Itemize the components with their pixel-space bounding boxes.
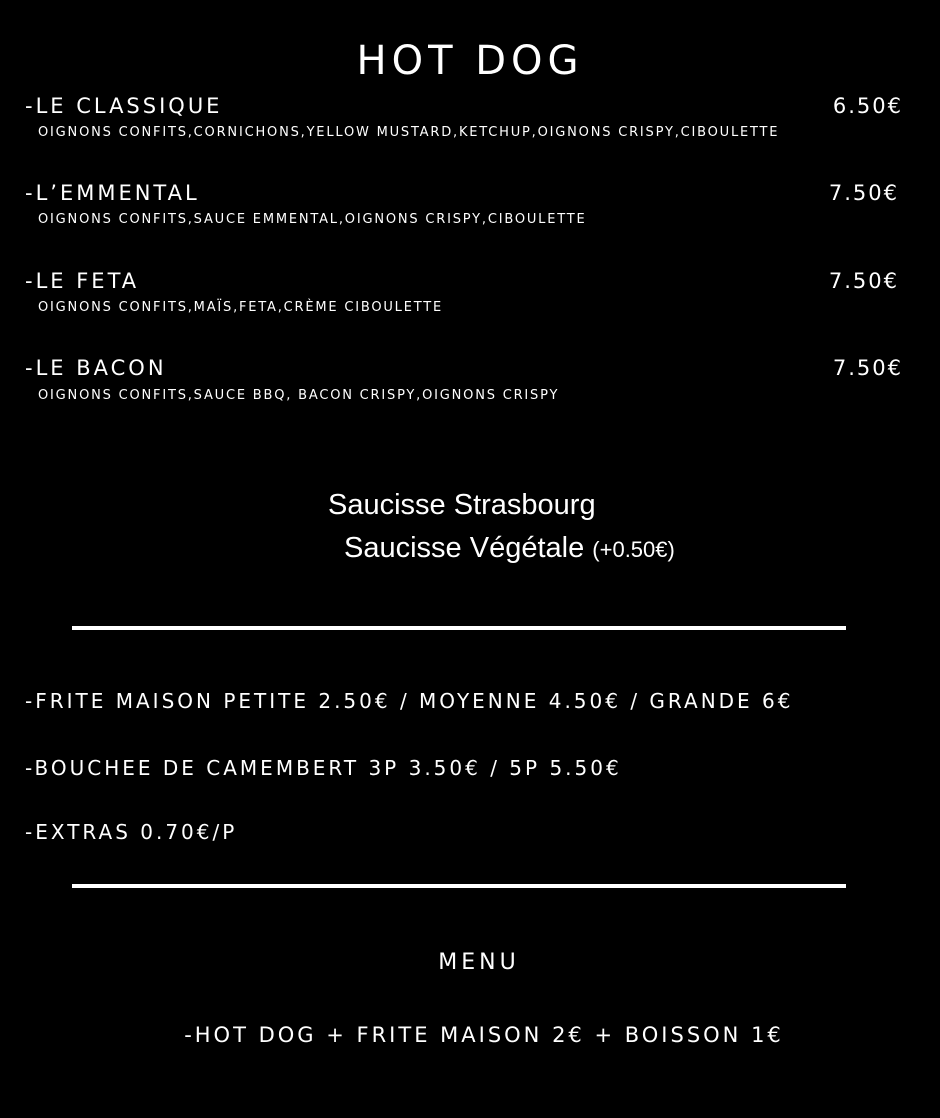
divider (72, 626, 846, 630)
divider (72, 884, 846, 888)
item-description: OIGNONS CONFITS,SAUCE BBQ, BACON CRISPY,OIGNONS CRISPY (38, 388, 560, 403)
item-price: 7.50€ (832, 356, 903, 380)
menu-combo: -HOT DOG + FRITE MAISON 2€ + BOISSON 1€ (184, 1023, 784, 1047)
item-description: OIGNONS CONFITS,CORNICHONS,YELLOW MUSTARD,KETCHUP,OIGNONS CRISPY,CIBOULETTE (38, 125, 780, 140)
sausage-option-strasbourg: Saucisse Strasbourg (328, 489, 596, 521)
sausage-vegetale-label: Saucisse Végétale (344, 532, 585, 564)
item-name: -LE CLASSIQUE (25, 94, 223, 118)
item-name: -L’EMMENTAL (25, 181, 200, 205)
page-title: HOT DOG (356, 38, 584, 84)
item-name: -LE BACON (25, 356, 167, 380)
item-name: -LE FETA (25, 269, 140, 293)
item-price: 6.50€ (832, 94, 903, 118)
item-price: 7.50€ (828, 181, 899, 205)
sausage-vegetale-surcharge: (+0.50€) (592, 537, 675, 562)
side-extras: -EXTRAS 0.70€/P (25, 820, 238, 844)
item-price: 7.50€ (828, 269, 899, 293)
menu-heading: MENU (438, 950, 520, 975)
item-description: OIGNONS CONFITS,SAUCE EMMENTAL,OIGNONS CRISPY,CIBOULETTE (38, 212, 587, 227)
sausage-option-vegetale (344, 532, 675, 565)
side-camembert: -BOUCHEE DE CAMEMBERT 3P 3.50€ / 5P 5.50€ (25, 756, 622, 780)
side-fries: -FRITE MAISON PETITE 2.50€ / MOYENNE 4.50€ / GRANDE 6€ (25, 689, 794, 713)
item-description: OIGNONS CONFITS,MAÏS,FETA,CRÈME CIBOULETTE (38, 300, 444, 315)
